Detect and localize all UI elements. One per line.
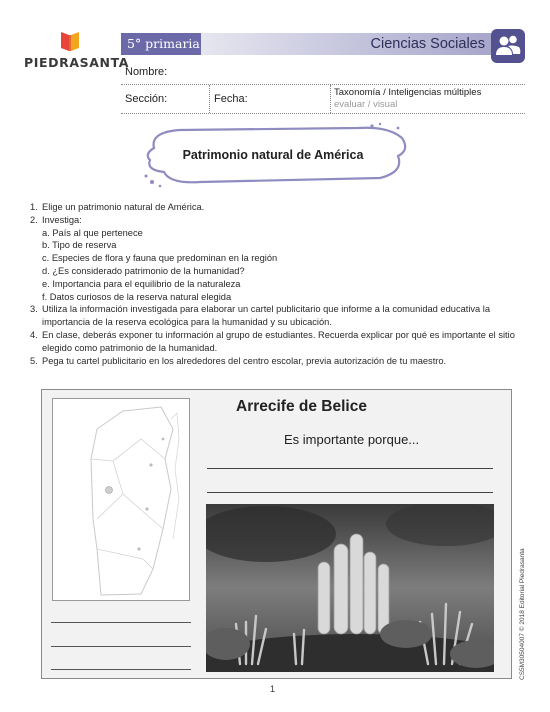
belize-map: [52, 398, 190, 601]
list-item: 1. Elige un patrimonio natural de América.: [30, 202, 205, 212]
writing-line: [51, 622, 191, 623]
poster-prompt: Es importante porque...: [284, 432, 420, 447]
name-label: Nombre:: [125, 66, 168, 78]
list-item: 5. Pega tu cartel publicitario en los alrededores del centro escolar, previa autorización de tu maestro.: [30, 355, 447, 366]
worksheet-title: Patrimonio natural de América: [182, 148, 364, 162]
subject-badge: [491, 29, 525, 63]
subject-title: Ciencias Sociales: [201, 33, 491, 55]
taxonomy-label: Taxonomía / Inteligencias múltiples: [334, 87, 482, 98]
section-line: [121, 113, 525, 114]
writing-line: [207, 468, 493, 469]
divider: [209, 85, 210, 113]
coral-reef-image: [206, 504, 494, 672]
divider: [330, 85, 331, 113]
sub-item: c. Especies de flora y fauna que predominan en la región: [42, 253, 278, 264]
instructions-list: [30, 201, 525, 367]
list-item: 3. Utiliza la información investigada para elaborar un cartel publicitario que informe a la comunidad educativa la: [30, 304, 491, 315]
grade-label: 5° primaria: [121, 33, 201, 55]
taxonomy-values: evaluar / visual: [334, 99, 398, 110]
group-people-icon: [491, 29, 525, 63]
map-outline: [53, 399, 189, 600]
publisher-logo: [24, 30, 129, 70]
name-line: [121, 84, 525, 85]
sub-item: d. ¿Es considerado patrimonio de la humanidad?: [42, 265, 245, 276]
writing-line: [51, 646, 191, 647]
list-item-continued: elegido como patrimonio de la humanidad.: [42, 342, 218, 353]
list-item: 4. En clase, deberás exponer tu información al grupo de estudiantes. Recuerda explicar por qué es importante el sitio: [30, 329, 515, 340]
sub-item: b. Tipo de reserva: [42, 240, 117, 251]
poster-title: Arrecife de Belice: [236, 398, 367, 415]
page-number: 1: [270, 684, 276, 694]
writing-line: [51, 669, 191, 670]
document-code: CS5M30504007 © 2018 Editorial Piedrasanta: [519, 548, 526, 680]
writing-line: [207, 492, 493, 493]
date-label: Fecha:: [214, 93, 248, 105]
list-item: 2. Investiga:: [30, 214, 82, 225]
brand-name: PIEDRASANTA: [24, 55, 129, 70]
section-label: Sección:: [125, 93, 168, 105]
list-item-continued: importancia de la reserva ecológica para la humanidad y su ubicación.: [42, 317, 332, 328]
sub-item: e. Importancia para el equilibrio de la naturaleza: [42, 278, 241, 289]
sub-item: a. País al que pertenece: [42, 227, 143, 238]
open-book-icon: [59, 30, 81, 52]
reef-photo: [206, 504, 494, 672]
sub-item: f. Datos curiosos de la reserva natural elegida: [42, 291, 232, 302]
